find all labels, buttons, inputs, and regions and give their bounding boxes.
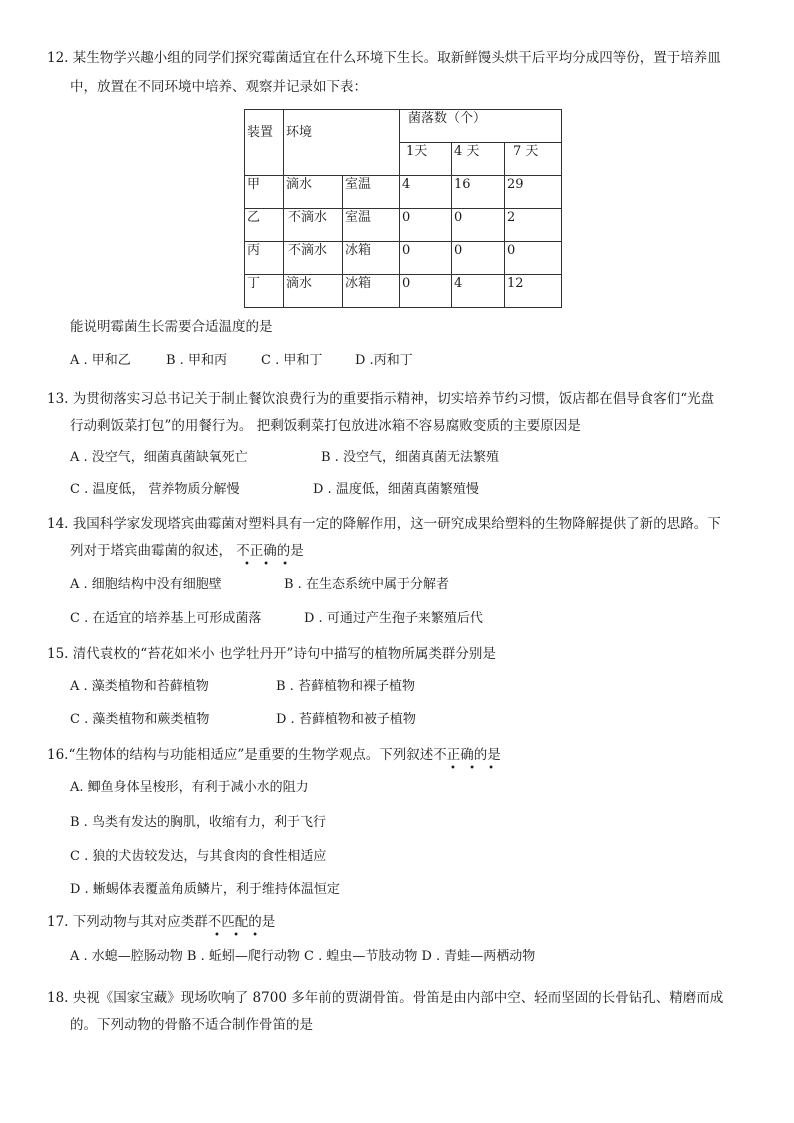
cell-water: 滴水 xyxy=(284,176,343,209)
q14-option-d: D . 可通过产生孢子来繁殖后代 xyxy=(304,611,483,626)
q12-option-d: D .丙和丁 xyxy=(355,353,413,368)
cell-device: 丁 xyxy=(245,275,284,308)
cell-day4: 16 xyxy=(452,176,505,209)
q14-option-a: A . 细胞结构中没有细胞壁 xyxy=(70,577,222,592)
cell-temp: 冰箱 xyxy=(343,242,400,275)
header-day-4: 4 天 xyxy=(452,143,505,176)
cell-temp: 室温 xyxy=(343,176,400,209)
header-colony-count: 菌落数（个） xyxy=(400,110,562,143)
q16-option-a: A. 鲫鱼身体呈梭形，有利于减小水的阻力 xyxy=(70,780,309,795)
table-row xyxy=(245,176,562,209)
q15-option-b: B . 苔藓植物和裸子植物 xyxy=(276,679,415,694)
table-row xyxy=(245,242,562,275)
cell-water: 不滴水 xyxy=(284,242,343,275)
q16-option-d: D . 蜥蜴体表覆盖角质鳞片，利于维持体温恒定 xyxy=(70,882,340,897)
cell-day4: 0 xyxy=(452,209,505,242)
cell-day4: 0 xyxy=(452,242,505,275)
q15-option-a: A . 藻类植物和苔藓植物 xyxy=(70,679,209,694)
cell-temp: 室温 xyxy=(343,209,400,242)
q17-line1: 17. 下列动物与其对应类群不匹配的是 xyxy=(47,914,276,930)
q15-option-c: C . 藻类植物和蕨类植物 xyxy=(70,712,210,727)
table-row xyxy=(245,275,562,308)
cell-day1: 0 xyxy=(400,209,452,242)
cell-day1: 0 xyxy=(400,275,452,308)
q18-line1: 18. 央视《国家宝藏》现场吹响了 8700 多年前的贾湖骨笛。骨笛是由内部中空、轻而坚固的长骨钻孔、精磨而成 xyxy=(47,990,724,1006)
q16-option-c: C . 狼的犬齿较发达，与其食肉的食性相适应 xyxy=(70,849,327,864)
cell-water: 不滴水 xyxy=(284,209,343,242)
cell-device: 甲 xyxy=(245,176,284,209)
q13-line1: 13. 为贯彻落实习总书记关于制止餐饮浪费行为的重要指示精神，切实培养节约习惯，饭店都在倡导食客们“光盘 xyxy=(47,391,715,407)
cell-day7: 29 xyxy=(505,176,562,209)
q14-option-b: B . 在生态系统中属于分解者 xyxy=(284,577,449,592)
q16-line1: 16.“生物体的结构与功能相适应”是重要的生物学观点。下列叙述不正确的是 xyxy=(47,747,501,763)
emphasis-dots: • • • xyxy=(450,763,500,774)
cell-day7: 12 xyxy=(505,275,562,308)
cell-day1: 4 xyxy=(400,176,452,209)
q13-option-d: D . 温度低，细菌真菌繁殖慢 xyxy=(313,482,479,497)
q12-stem: 能说明霉菌生长需要合适温度的是 xyxy=(70,319,273,335)
q12-option-a: A . 甲和乙 xyxy=(70,353,131,368)
q12-option-c: C . 甲和丁 xyxy=(261,353,323,368)
q12-line1: 12. 某生物学兴趣小组的同学们探究霉菌适宜在什么环境下生长。取新鲜馒头烘干后平均分成四等份，置于培养皿 xyxy=(47,50,721,66)
cell-day7: 0 xyxy=(505,242,562,275)
header-environment: 环境 xyxy=(284,110,400,176)
q12-line2: 中，放置在不同环境中培养、观察并记录如下表： xyxy=(70,79,367,95)
q14-line2: 列对于塔宾曲霉菌的叙述， 不正确的是 xyxy=(70,543,304,559)
cell-day4: 4 xyxy=(452,275,505,308)
q15-option-d: D . 苔藓植物和被子植物 xyxy=(276,712,416,727)
q13-line2: 行动剩饭菜打包”的用餐行为。 把剩饭剩菜打包放进冰箱不容易腐败变质的主要原因是 xyxy=(70,418,581,434)
q13-option-c: C . 温度低， 营养物质分解慢 xyxy=(70,482,240,497)
q17-options: A . 水螅—腔肠动物 B . 蚯蚓—爬行动物 C . 蝗虫—节肢动物 D . 青蛙—两栖动物 xyxy=(70,949,536,964)
cell-device: 丙 xyxy=(245,242,284,275)
cell-water: 滴水 xyxy=(284,275,343,308)
header-day-7: 7 天 xyxy=(505,143,562,176)
q15-line1: 15. 清代袁枚的“苔花如米小 也学牡丹开”诗句中描写的植物所属类群分别是 xyxy=(47,646,496,662)
q13-option-a: A . 没空气，细菌真菌缺氧死亡 xyxy=(70,450,248,465)
cell-day1: 0 xyxy=(400,242,452,275)
q14-line1: 14. 我国科学家发现塔宾曲霉菌对塑料具有一定的降解作用，这一研究成果给塑料的生物降解提供了新的思路。下 xyxy=(47,516,721,532)
q12-option-b: B . 甲和丙 xyxy=(166,353,227,368)
q13-option-b: B . 没空气，细菌真菌无法繁殖 xyxy=(321,450,499,465)
cell-device: 乙 xyxy=(245,209,284,242)
emphasis-dots: • • • xyxy=(214,930,264,941)
header-device: 装置 xyxy=(245,110,284,176)
q14-option-c: C . 在适宜的培养基上可形成菌落 xyxy=(70,611,262,626)
cell-temp: 冰箱 xyxy=(343,275,400,308)
results-table xyxy=(244,109,562,308)
emphasis-dots: • • • xyxy=(244,559,294,570)
q18-line2: 的。下列动物的骨骼不适合制作骨笛的是 xyxy=(70,1017,313,1033)
cell-day7: 2 xyxy=(505,209,562,242)
header-day-1: 1天 xyxy=(400,143,452,176)
table-row xyxy=(245,209,562,242)
q16-option-b: B . 鸟类有发达的胸肌，收缩有力，利于飞行 xyxy=(70,815,326,830)
